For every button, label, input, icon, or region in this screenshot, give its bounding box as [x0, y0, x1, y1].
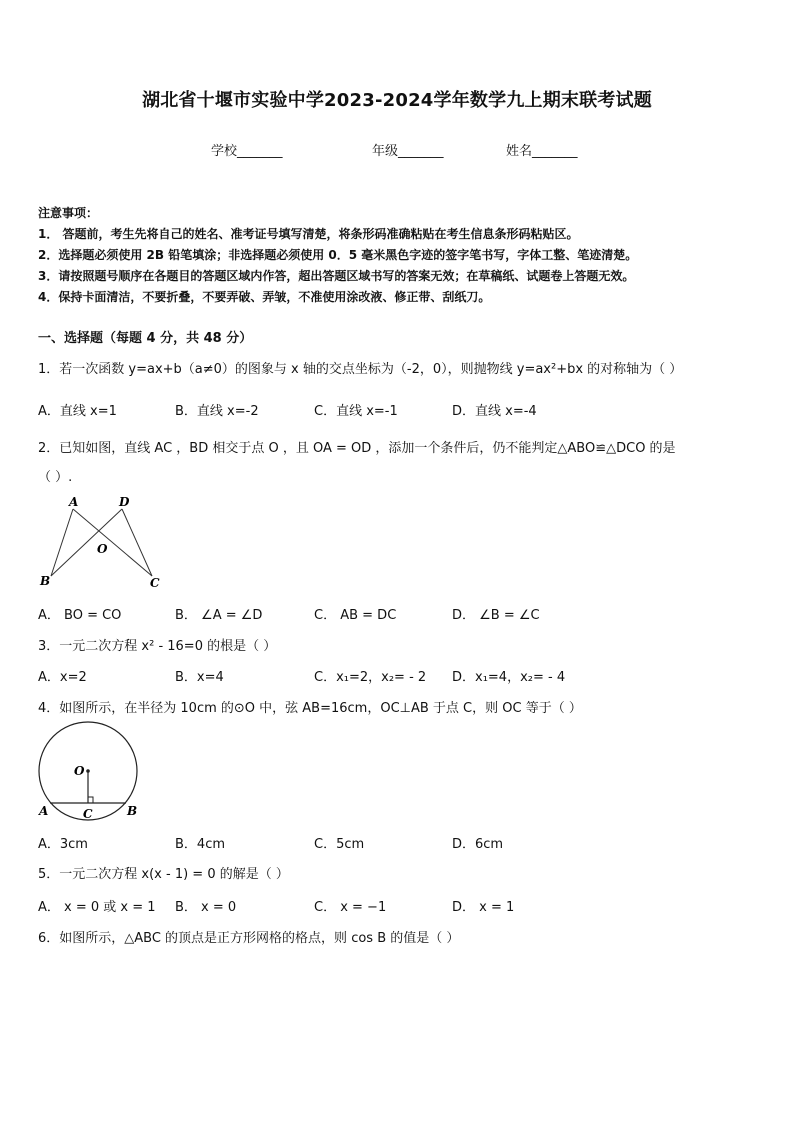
q2-figure	[36, 494, 166, 590]
school-field: 学校_______	[211, 144, 283, 159]
q3-option-b: B．x=4	[175, 670, 224, 685]
q1-option-a: A．直线 x=1	[38, 404, 117, 419]
note-item: 4．保持卡面清洁，不要折叠，不要弄破、弄皱，不准使用涂改液、修正带、刮纸刀。	[38, 290, 491, 304]
q5-option-d: D． x = 1	[452, 900, 515, 915]
q4-option-c: C．5cm	[314, 837, 365, 852]
q3-option-d: D．x₁=4，x₂= - 4	[452, 670, 566, 685]
section-title: 一、选择题（每题 4 分，共 48 分）	[38, 331, 253, 346]
note-item: 1． 答题前，考生先将自己的姓名、准考证号填写清楚，将条形码准确粘贴在考生信息条形码粘贴区。	[38, 227, 579, 241]
q5-option-a: A． x = 0 或 x = 1	[38, 900, 156, 915]
q5-option-b: B． x = 0	[175, 900, 237, 915]
q3-option-a: A．x=2	[38, 670, 87, 685]
q2-option-b: B． ∠A = ∠D	[175, 608, 263, 623]
q4-label-b: B	[127, 804, 138, 818]
q4-option-a: A．3cm	[38, 837, 88, 852]
q4-option-d: D．6cm	[452, 837, 504, 852]
q2-label-o: O	[97, 542, 108, 556]
notes-heading: 注意事项：	[38, 206, 99, 220]
question-5-stem: 5．一元二次方程 x(x - 1) = 0 的解是（ ）	[38, 867, 289, 882]
question-2-stem: 2．已知如图，直线 AC ，BD 相交于点 O ，且 OA = OD ，添加一个条件后，仍不能判定△ABO≌△DCO 的是	[38, 441, 676, 456]
q1-option-c: C．直线 x=-1	[314, 404, 398, 419]
q3-option-c: C．x₁=2，x₂= - 2	[314, 670, 427, 685]
q2-option-c: C． AB = DC	[314, 608, 397, 623]
q1-option-d: D．直线 x=-4	[452, 404, 537, 419]
q2-option-a: A． BO = CO	[38, 608, 122, 623]
q4-label-c: C	[83, 807, 93, 821]
note-item: 2．选择题必须使用 2B 铅笔填涂；非选择题必须使用 0．5 毫米黑色字迹的签字笔书写，字体工整、笔迹清楚。	[38, 248, 638, 262]
q2-option-d: D． ∠B = ∠C	[452, 608, 540, 623]
q4-label-o: O	[74, 764, 85, 778]
name-field: 姓名_______	[506, 144, 578, 159]
q2-label-b: B	[40, 574, 51, 588]
q4-figure	[34, 717, 146, 823]
grade-field: 年级_______	[372, 144, 444, 159]
q5-option-c: C． x = −1	[314, 900, 387, 915]
note-item: 3．请按照题号顺序在各题目的答题区域内作答，超出答题区域书写的答案无效；在草稿纸、试题卷上答题无效。	[38, 269, 635, 283]
q2-label-c: C	[150, 576, 160, 590]
q2-label-d: D	[119, 495, 130, 509]
question-2-stem-cont: （ ）.	[38, 470, 73, 485]
q2-label-a: A	[69, 495, 79, 509]
q1-option-b: B．直线 x=-2	[175, 404, 259, 419]
question-3-stem: 3．一元二次方程 x² - 16=0 的根是（ ）	[38, 639, 277, 654]
question-4-stem: 4．如图所示，在半径为 10cm 的⊙O 中，弦 AB=16cm，OC⊥AB 于点 C，则 OC 等于（ ）	[38, 701, 582, 716]
page-title: 湖北省十堰市实验中学2023-2024学年数学九上期末联考试题	[142, 90, 652, 111]
question-6-stem: 6．如图所示，△ABC 的顶点是正方形网格的格点，则 cos B 的值是（ ）	[38, 931, 460, 946]
question-1-stem: 1．若一次函数 y=ax+b（a≠0）的图象与 x 轴的交点坐标为（-2，0），则抛物线 y=ax²+bx 的对称轴为（ ）	[38, 362, 683, 377]
q4-option-b: B．4cm	[175, 837, 226, 852]
q4-label-a: A	[39, 804, 49, 818]
notes-block	[38, 203, 637, 308]
